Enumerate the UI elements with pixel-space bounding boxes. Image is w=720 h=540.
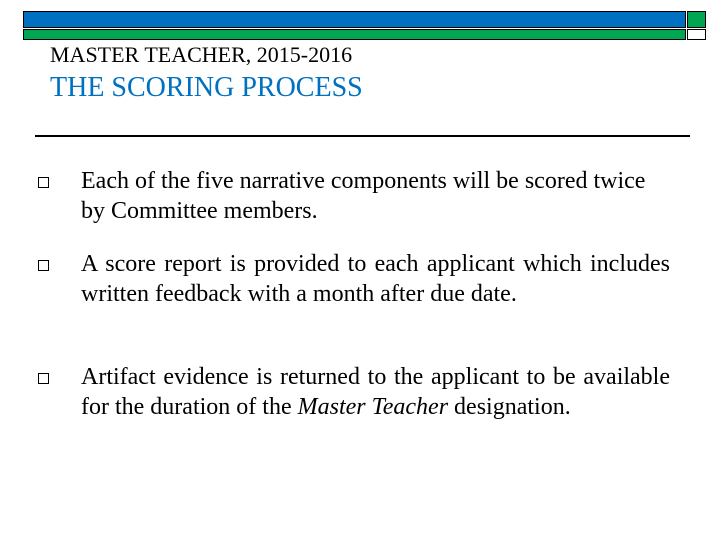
header-bar-blue [23, 11, 686, 28]
header-square-green [687, 11, 706, 28]
header-bar-green [23, 29, 686, 40]
bullet-text-3 [81, 362, 670, 422]
hollow-square-bullet-icon [38, 177, 49, 188]
bullet-text-3-end: designation. [448, 394, 571, 420]
hollow-square-bullet-icon [38, 260, 49, 271]
header-square-white [687, 29, 706, 40]
bullet-text-3-emphasis: Master Teacher [297, 394, 449, 420]
bullet-text-3-start: Artifact evidence is returned to the applicant to be available for the duration of the [81, 364, 670, 420]
hollow-square-bullet-icon [38, 373, 49, 384]
bullet-text-2: A score report is provided to each applicant which includes written feedback with a month after due date. [81, 251, 670, 307]
slide-subtitle: MASTER TEACHER, 2015-2016 [50, 42, 353, 67]
title-divider [35, 135, 690, 137]
bullet-text-1: Each of the five narrative components will be scored twice by Committee members. [81, 168, 646, 224]
slide-title: THE SCORING PROCESS [50, 72, 363, 103]
